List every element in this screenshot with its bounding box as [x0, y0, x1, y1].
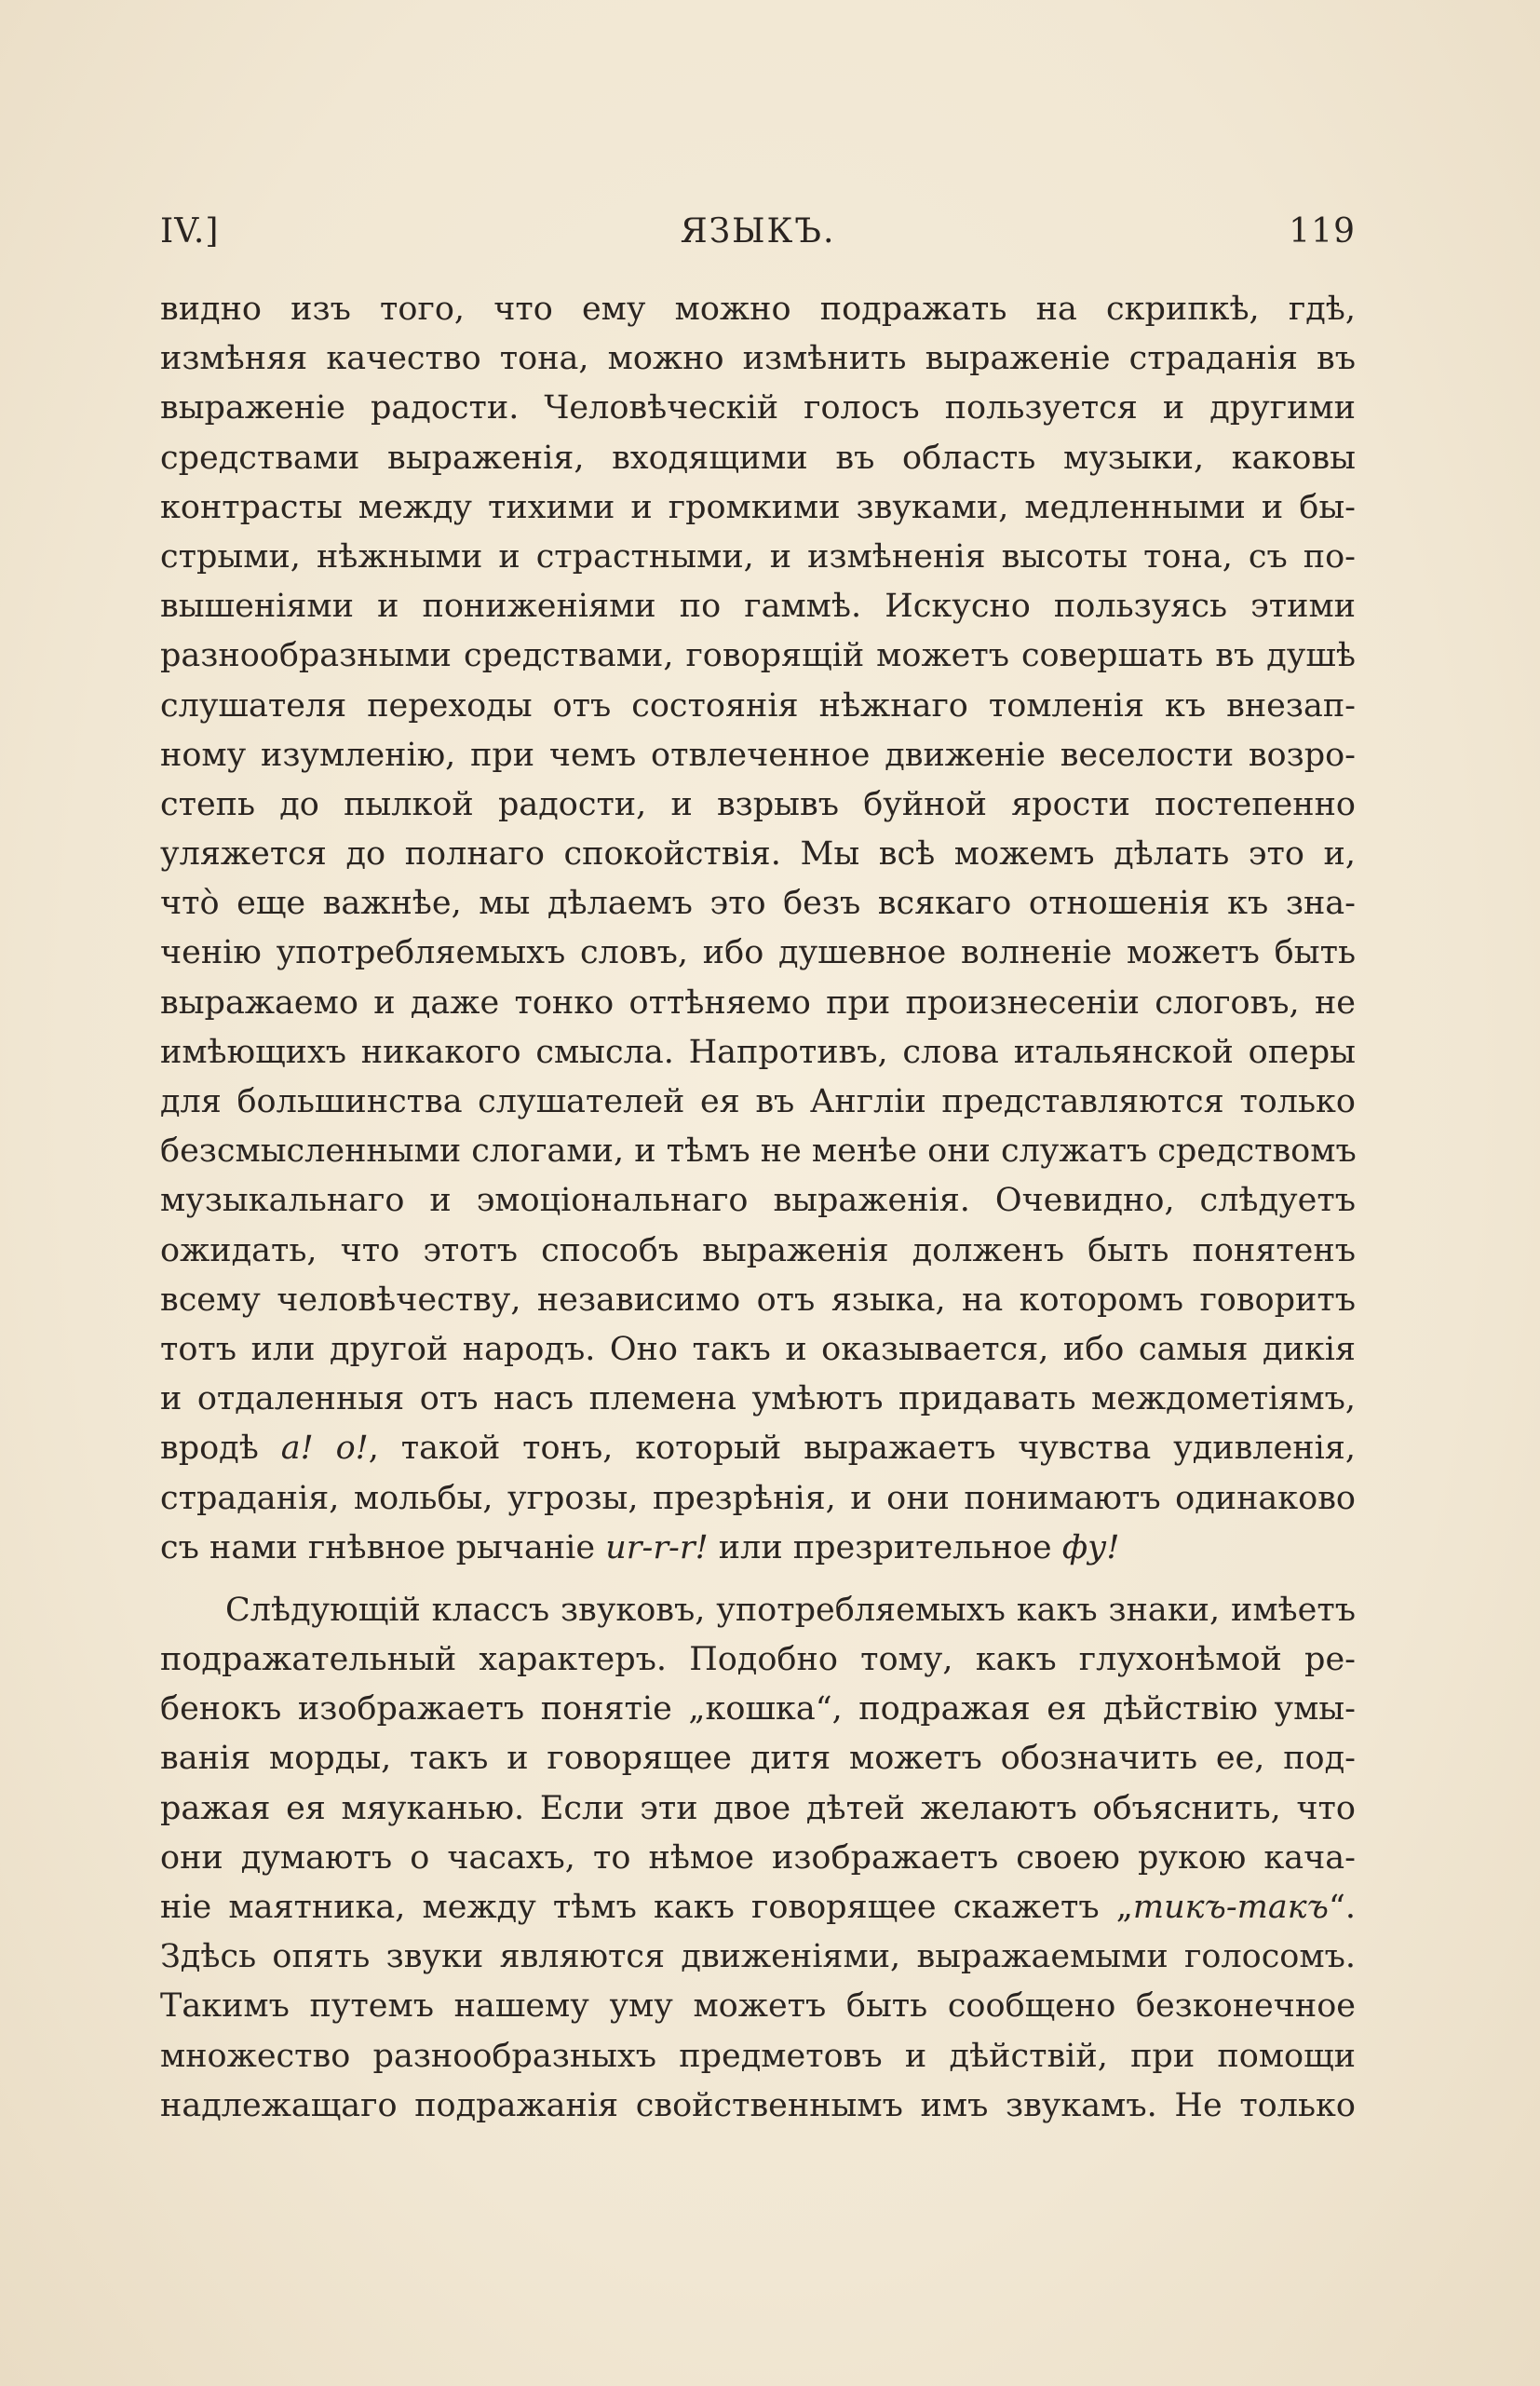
- text-line: всему человѣчеству, независимо отъ языка, на которомъ говоритъ: [160, 1281, 1356, 1319]
- paragraph-gap: [160, 1573, 1356, 1586]
- text-line: стрыми, нѣжными и страстными, и измѣненія высоты тона, съ по-: [160, 537, 1356, 576]
- text-line: измѣняя качество тона, можно измѣнить выраженіе страданія въ: [160, 340, 1356, 378]
- text-line: [160, 1883, 1356, 1932]
- text-line: бенокъ изображаетъ понятіе „кошка“, подражая ея дѣйствію умы-: [160, 1690, 1356, 1728]
- text-line: вышеніями и пониженіями по гаммѣ. Искусно пользуясь этими: [160, 588, 1356, 626]
- text-line: Такимъ путемъ нашему уму можетъ быть сообщено безконечное: [160, 1987, 1356, 2026]
- text-line: множество разнообразныхъ предметовъ и дѣйствій, при помощи: [160, 2037, 1356, 2075]
- interjection-italic: а! о!: [280, 1430, 369, 1468]
- text-line: слушателя переходы отъ состоянія нѣжнаго томленія къ внезап-: [160, 686, 1356, 725]
- text-line: подражательный характеръ. Подобно тому, какъ глухонѣмой ре-: [160, 1641, 1356, 1679]
- interjection-italic: ur-r-r!: [605, 1528, 709, 1566]
- text-line: Здѣсь опять звуки являются движеніями, выражаемыми голосомъ.: [160, 1938, 1356, 1976]
- text-line: безсмысленными слогами, и тѣмъ не менѣе они служатъ средствомъ: [160, 1132, 1357, 1171]
- text-line: ченію употребляемыхъ словъ, ибо душевное волненіе можетъ быть: [160, 934, 1356, 972]
- text-line: уляжется до полнаго спокойствія. Мы всѣ можемъ дѣлать это и,: [160, 835, 1356, 874]
- text-span: или презрительное: [708, 1528, 1062, 1566]
- text-line: разнообразными средствами, говорящій можетъ совершать въ душѣ: [160, 637, 1356, 675]
- text-line: музыкальнаго и эмоціональнаго выраженія. Очевидно, слѣдуетъ: [160, 1182, 1356, 1220]
- text-line: Слѣдующій классъ звуковъ, употребляемыхъ какъ знаки, имѣетъ: [225, 1591, 1356, 1629]
- text-line: выражаемо и даже тонко оттѣняемо при произнесеніи слоговъ, не: [160, 983, 1356, 1022]
- paragraph-2: [160, 1586, 1356, 2131]
- running-title: ЯЗЫКЪ.: [680, 212, 836, 251]
- text-line: и отдаленныя отъ насъ племена умѣютъ придавать междометіямъ,: [160, 1380, 1356, 1418]
- body-text: [160, 285, 1356, 2131]
- text-span: ніе маятника, между тѣмъ какъ говорящее скажетъ „: [160, 1889, 1133, 1926]
- text-line: имѣющихъ никакого смысла. Напротивъ, слова итальянской оперы: [160, 1033, 1356, 1071]
- text-span: вродѣ: [160, 1430, 281, 1468]
- text-line: [160, 1424, 1356, 1473]
- text-line: что̀ еще важнѣе, мы дѣлаемъ это безъ всякаго отношенія къ зна-: [160, 885, 1356, 923]
- text-line: ожидать, что этотъ способъ выраженія долженъ быть понятенъ: [160, 1231, 1356, 1269]
- text-span: “.: [1328, 1889, 1356, 1926]
- text-line: средствами выраженія, входящими въ область музыки, каковы: [160, 439, 1356, 477]
- section-marker: IV.]: [160, 212, 220, 251]
- onomatopoeia-italic: тикъ-такъ: [1132, 1889, 1329, 1926]
- text-span: , такой тонъ, который выражаетъ чувства удивленія,: [368, 1430, 1356, 1468]
- paragraph-1: [160, 285, 1356, 1573]
- text-line: они думаютъ о часахъ, то нѣмое изображаетъ своею рукою кача-: [160, 1838, 1356, 1877]
- text-line: для большинства слушателей ея въ Англіи представляются только: [160, 1083, 1356, 1120]
- text-line: надлежащаго подражанія свойственнымъ имъ звукамъ. Не только: [160, 2086, 1356, 2124]
- text-line: ванія морды, такъ и говорящее дитя можетъ обозначить ее, под-: [160, 1740, 1356, 1778]
- text-line: контрасты между тихими и громкими звуками, медленными и бы-: [160, 488, 1356, 526]
- text-line: [160, 1524, 1356, 1573]
- interjection-italic: фу!: [1061, 1528, 1120, 1566]
- running-header: [160, 209, 1356, 255]
- text-line: тотъ или другой народъ. Оно такъ и оказывается, ибо самыя дикія: [160, 1330, 1356, 1368]
- text-line: страданія, мольбы, угрозы, презрѣнія, и они понимаютъ одинаково: [160, 1479, 1356, 1517]
- page-number: 119: [1289, 212, 1356, 251]
- text-line: выраженіе радости. Человѣческій голосъ пользуется и другими: [160, 389, 1356, 427]
- text-line: ражая ея мяуканью. Если эти двое дѣтей желаютъ объяснить, что: [160, 1789, 1356, 1827]
- text-line: видно изъ того, что ему можно подражать на скрипкѣ, гдѣ,: [160, 291, 1356, 328]
- text-span: съ нами гнѣвное рычаніе: [160, 1528, 606, 1566]
- text-line: ному изумленію, при чемъ отвлеченное движеніе веселости возро-: [160, 736, 1356, 774]
- text-line: степь до пылкой радости, и взрывъ буйной ярости постепенно: [160, 785, 1356, 823]
